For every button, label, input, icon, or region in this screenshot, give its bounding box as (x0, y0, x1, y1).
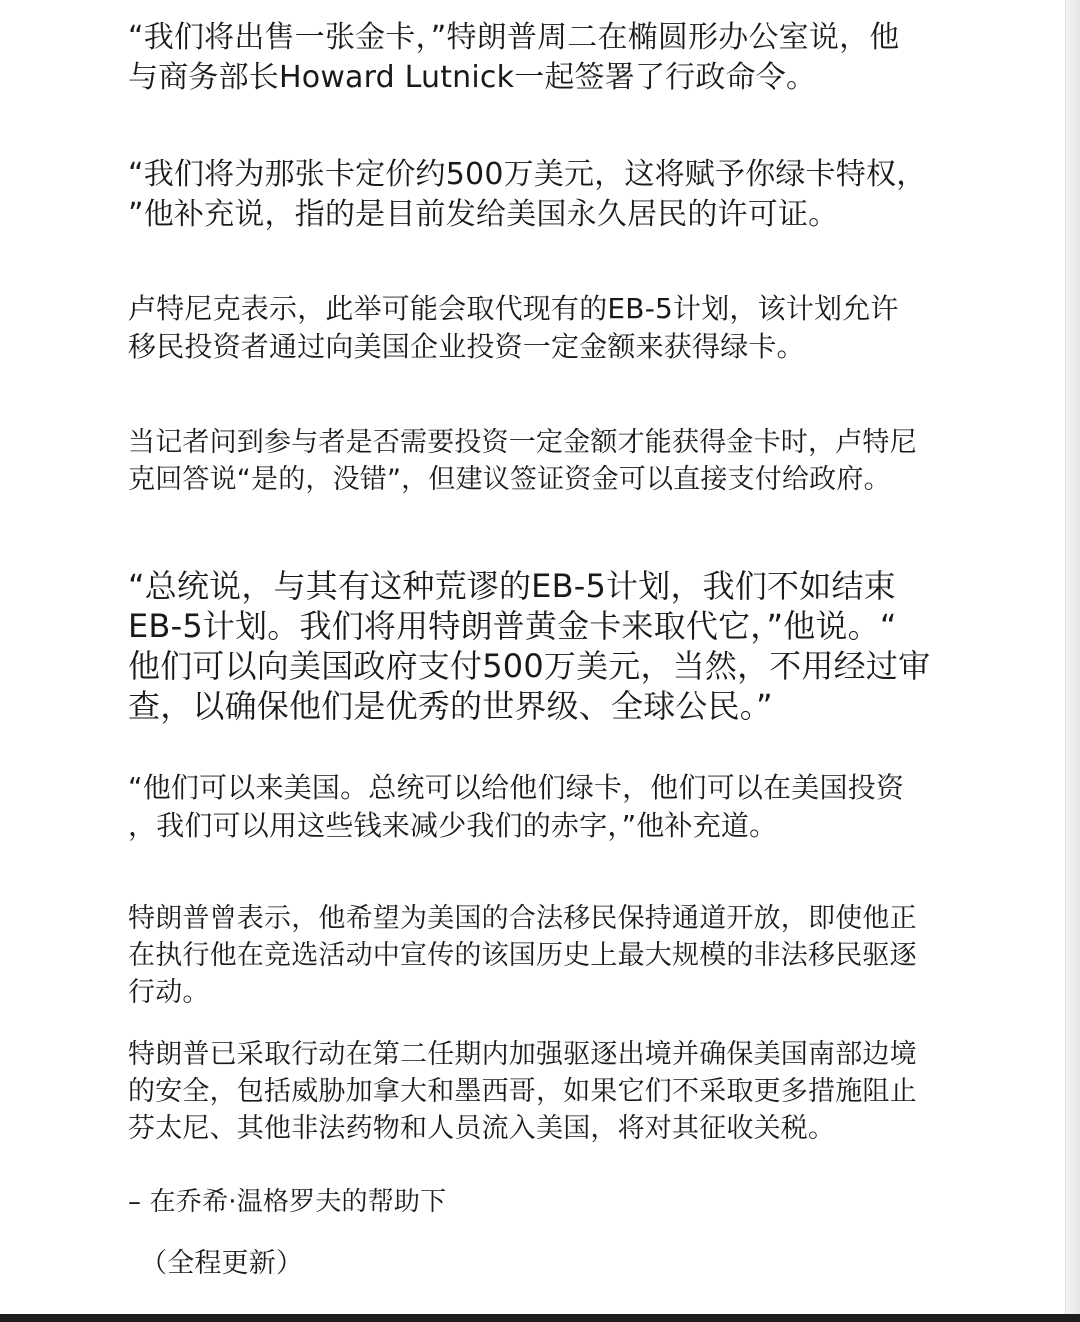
paragraph-line: “我们将为那张卡定价约500万美元，这将赋予你绿卡特权， (128, 157, 927, 192)
paragraph-line: EB-5计划。我们将用特朗普黄金卡来取代它，”他说。“ (128, 607, 897, 645)
paragraph-line: 卢特尼克表示，此举可能会取代现有的EB-5计划，该计划允许 (128, 292, 899, 325)
paragraph-line: ，我们可以用这些钱来减少我们的赤字，”他补充道。 (128, 809, 778, 842)
paragraph-5 (0, 566, 930, 726)
paragraph-line: 在执行他在竞选活动中宣传的该国历史上最大规模的非法移民驱逐 (128, 940, 917, 971)
update-text: （全程更新） (140, 1248, 304, 1279)
paragraph-line: “他们可以来美国。总统可以给他们绿卡，他们可以在美国投资 (128, 771, 905, 804)
paragraph-1 (0, 18, 899, 98)
paragraph-line: 与商务部长Howard Lutnick一起签署了行政命令。 (128, 60, 817, 95)
paragraph-3 (0, 290, 899, 366)
paragraph-2 (0, 155, 926, 235)
contributor-note (0, 1184, 446, 1220)
paragraph-line: 芬太尼、其他非法药物和人员流入美国，将对其征收关税。 (128, 1113, 836, 1144)
paragraph-line: ”他补充说，指的是目前发给美国永久居民的许可证。 (128, 197, 839, 232)
paragraph-line: 他们可以向美国政府支付500万美元，当然，不用经过审 (128, 647, 931, 685)
paragraph-line: 特朗普曾表示，他希望为美国的合法移民保持通道开放，即使他正 (128, 903, 917, 934)
paragraph-line: 行动。 (128, 977, 210, 1008)
paragraph-line: “我们将出售一张金卡，”特朗普周二在椭圆形办公室说，他 (128, 20, 900, 55)
paragraph-8 (0, 1036, 917, 1147)
paragraph-6 (0, 769, 904, 845)
paragraph-7 (0, 900, 917, 1011)
page-bottom-edge (0, 1314, 1080, 1322)
contributor-text: – 在乔希·温格罗夫的帮助下 (128, 1187, 447, 1217)
paragraph-line: 查，以确保他们是优秀的世界级、全球公民。” (128, 687, 773, 725)
paragraph-line: 移民投资者通过向美国企业投资一定金额来获得绿卡。 (128, 330, 805, 363)
paragraph-line: 当记者问到参与者是否需要投资一定金额才能获得金卡时，卢特尼 (128, 427, 917, 458)
page-right-edge (1065, 0, 1080, 1322)
paragraph-line: 克回答说“是的，没错”，但建议签证资金可以直接支付给政府。 (128, 464, 891, 495)
paragraph-4 (0, 424, 917, 498)
paragraph-line: 的安全，包括威胁加拿大和墨西哥，如果它们不采取更多措施阻止 (128, 1076, 917, 1107)
paragraph-line: “总统说，与其有这种荒谬的EB-5计划，我们不如结束 (128, 567, 896, 605)
update-note (0, 1246, 303, 1282)
paragraph-line: 特朗普已采取行动在第二任期内加强驱逐出境并确保美国南部边境 (128, 1039, 917, 1070)
